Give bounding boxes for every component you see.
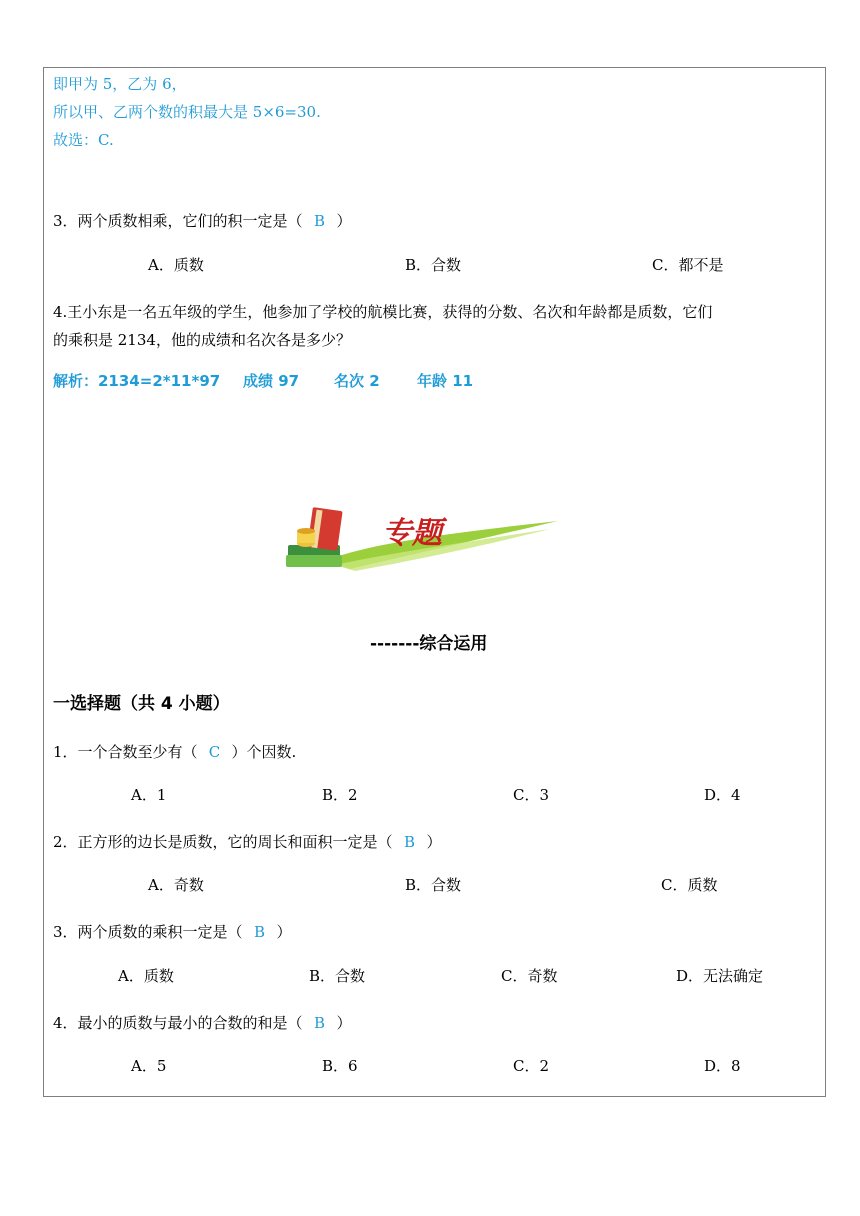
option: C．奇数: [501, 967, 558, 985]
section-title: 一选择题（共 4 小题）: [53, 694, 230, 714]
question-text: 3．两个质数相乘，它们的积一定是（: [53, 212, 303, 230]
question-text: ）个因数.: [231, 743, 297, 761]
question-text: ）: [426, 833, 442, 851]
option: D．无法确定: [676, 967, 764, 985]
option: C．都不是: [652, 256, 724, 274]
topic-banner-logo: [280, 503, 560, 583]
option: B．合数: [405, 256, 462, 274]
question-3: [53, 922, 292, 942]
solution-line: 所以甲、乙两个数的积最大是 5×6=30.: [53, 103, 321, 121]
question-text: ）: [276, 923, 292, 941]
question-text: 2．正方形的边长是质数，它的周长和面积一定是（: [53, 833, 393, 851]
question-prev-4-line: 4.王小东是一名五年级的学生，他参加了学校的航模比赛，获得的分数、名次和年龄都是质数，它们: [53, 303, 713, 321]
question-text: 1．一个合数至少有（: [53, 743, 198, 761]
book-shape: [286, 555, 342, 567]
question-text: ）: [336, 212, 352, 230]
banner-subtitle: -------综合运用: [370, 634, 488, 654]
option: B．6: [322, 1057, 358, 1075]
question-4: [53, 1013, 352, 1033]
answer-mark: C: [208, 743, 221, 761]
answer-mark: B: [314, 212, 326, 230]
question-text: 3．两个质数的乘积一定是（: [53, 923, 243, 941]
analysis-age: 年龄 11: [417, 372, 474, 390]
analysis-score: 成绩 97: [243, 372, 300, 390]
option: A．1: [131, 786, 167, 804]
option: A．质数: [148, 256, 204, 274]
option: D．4: [704, 786, 741, 804]
option: C．3: [513, 786, 550, 804]
solution-line: 即甲为 5，乙为 6，: [53, 75, 187, 93]
question-text: 4．最小的质数与最小的合数的和是（: [53, 1014, 303, 1032]
question-text: ）: [336, 1014, 352, 1032]
analysis-rank: 名次 2: [334, 372, 380, 390]
option: A．奇数: [148, 876, 204, 894]
option: D．8: [704, 1057, 741, 1075]
analysis-formula: 解析：2134=2*11*97: [53, 372, 221, 390]
question-1: [53, 742, 296, 762]
option: B．2: [322, 786, 358, 804]
question-2: [53, 832, 442, 852]
answer-mark: B: [254, 923, 266, 941]
option: A．质数: [118, 967, 174, 985]
option: C．质数: [661, 876, 718, 894]
logo-text: 专题: [382, 516, 442, 551]
option: B．合数: [405, 876, 462, 894]
solution-line: 故选：C.: [53, 131, 114, 149]
option: A．5: [131, 1057, 167, 1075]
question-prev-4-line: 的乘积是 2134，他的成绩和名次各是多少？: [53, 331, 351, 349]
answer-mark: B: [314, 1014, 326, 1032]
answer-mark: B: [404, 833, 416, 851]
cup-shape: [297, 528, 315, 534]
question-prev-3: [53, 211, 352, 231]
option: B．合数: [309, 967, 366, 985]
option: C．2: [513, 1057, 550, 1075]
